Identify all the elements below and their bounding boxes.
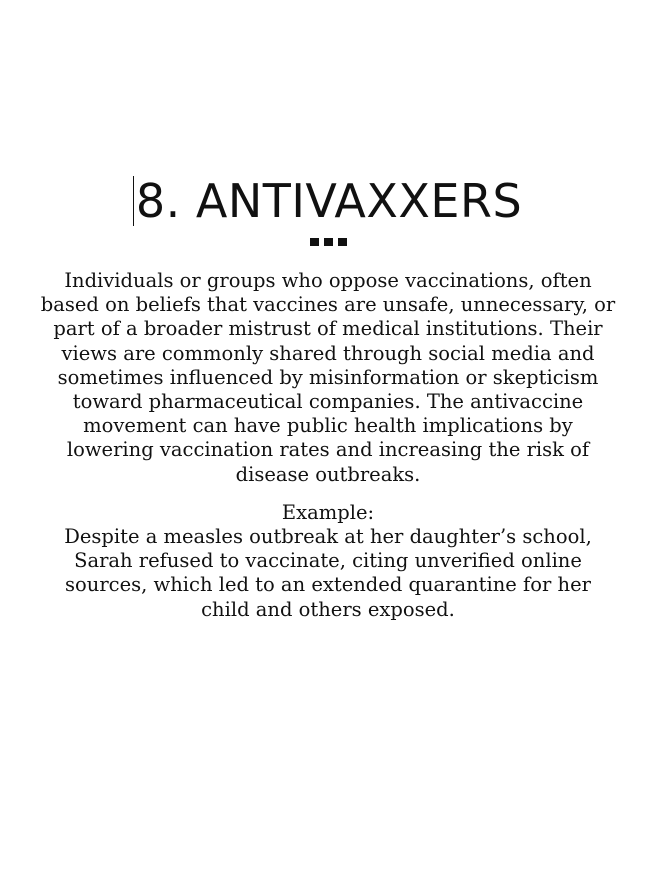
ornament-dot <box>324 238 333 246</box>
page-title-text: 8. ANTIVAXXERS <box>135 174 523 228</box>
ornament-dot <box>310 238 319 246</box>
example-label: Example: <box>281 501 375 524</box>
example-paragraph: Despite a measles outbreak at her daughter’s school, Sarah refused to vaccinate, citing unverified online sources, which led to an extended quarantine for her child and others exposed. <box>64 525 592 621</box>
title-container <box>0 172 656 230</box>
three-dots-ornament-icon <box>0 238 656 252</box>
ornament-dot <box>338 238 347 246</box>
definition-paragraph: Individuals or groups who oppose vaccinations, often based on beliefs that vaccines are unsafe, unnecessary, or part of a broader mistrust of medical institutions. Their views are commonly shared through social media and sometimes influenced by misinformation or skepticism toward pharmaceutical companies. The antivaccine movement can have public health implications by lowering vaccination rates and increasing the risk of disease outbreaks. <box>40 269 616 486</box>
text-cursor <box>133 176 134 226</box>
page-title <box>134 172 522 230</box>
